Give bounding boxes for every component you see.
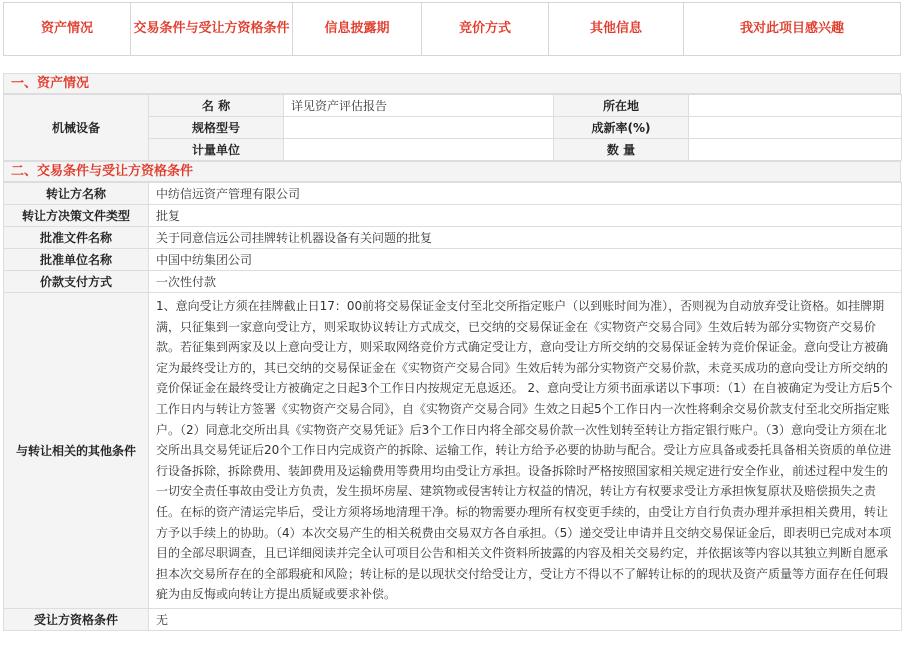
approval-doc-label: 批准文件名称: [4, 227, 149, 249]
table-row: [4, 271, 902, 293]
section-trade-conditions-header: 二、交易条件与受让方资格条件: [3, 161, 901, 182]
table-row: [4, 293, 902, 609]
tab-bar: [3, 2, 901, 56]
conditions-table: [3, 182, 902, 631]
other-conditions-label: 与转让相关的其他条件: [4, 293, 149, 609]
approval-unit-value: 中国中纺集团公司: [149, 249, 902, 271]
payment-value: 一次性付款: [149, 271, 902, 293]
location-label: 所在地: [554, 95, 689, 117]
qualification-value: 无: [149, 608, 902, 630]
table-row: [4, 249, 902, 271]
tab-interested[interactable]: 我对此项目感兴趣: [739, 21, 844, 36]
newness-label: 成新率(%): [554, 117, 689, 139]
newness-value: [689, 117, 902, 139]
name-label: 名 称: [149, 95, 284, 117]
quantity-value: [689, 139, 902, 161]
spec-label: 规格型号: [149, 117, 284, 139]
transferor-value: 中纺信远资产管理有限公司: [149, 183, 902, 205]
table-row: [4, 183, 902, 205]
table-row: [4, 205, 902, 227]
equipment-table: [3, 94, 902, 161]
approval-doc-value: 关于同意信远公司挂牌转让机器设备有关问题的批复: [149, 227, 902, 249]
payment-label: 价款支付方式: [4, 271, 149, 293]
tab-bidding-method[interactable]: 竞价方式: [422, 3, 549, 55]
section-asset-info-header: 一、资产情况: [3, 73, 901, 94]
spec-value: [284, 117, 554, 139]
tab-disclosure-period[interactable]: 信息披露期: [293, 3, 422, 55]
tab-other-info[interactable]: 其他信息: [549, 3, 684, 55]
location-value: [689, 95, 902, 117]
tab-trade-conditions[interactable]: 交易条件与受让方资格条件: [131, 3, 293, 55]
table-row: [4, 95, 902, 117]
decision-type-value: 批复: [149, 205, 902, 227]
unit-label: 计量单位: [149, 139, 284, 161]
qualification-label: 受让方资格条件: [4, 608, 149, 630]
approval-unit-label: 批准单位名称: [4, 249, 149, 271]
other-conditions-value: 1、意向受让方须在挂牌截止日17：00前将交易保证金支付至北交所指定账户（以到账时间为准），否则视为自动放弃受让资格。如挂牌期满，只征集到一家意向受让方，则采取协议转让方式成交，已交纳的交易保证金在《实物资产交易合同》生效后转为部分实物资产交易价款。若征集到两家及以上意向受让方，则采取网络竞价方式确定受让方，意向受让方所交纳的交易保证金转为竞价保证金。意向受让方被确定为最终受让方的，其已交纳的交易保证金在《实物资产交易合同》生效后转为部分实物资产交易价款，未竞买成功的意向受让方所交纳的竞价保证金在最终受让方被确定之日起3个工作日内按规定无息返还。 2、意向受让方须书面承诺以下事项：（1）在自被确定为受让方后5个工作日内与转让方签署《实物资产交易合同》，自《实物资产交易合同》生效之日起5个工作日内一次性将剩余交易价款支付至北交所指定账户。（2）同意北交所出具《实物资产交易凭证》后3个工作日内将全部交易价款一次性划转至转让方指定银行账户。（3）意向受让方须在北交所出具交易凭证后20个工作日内完成资产的拆除、运输工作，转让方给予必要的协助与配合。受让方应具备或委托具备相关资质的单位进行设备拆除，拆除费用、装卸费用及运输费用等费用均由受让方承担。设备拆除时严格按照国家相关规定进行安全作业，前述过程中发生的一切安全责任事故由受让方负责，发生损坏房屋、建筑物或侵害转让方权益的情况，转让方有权要求受让方承担恢复原状及赔偿损失之责任。在标的资产清运完毕后，受让方须将场地清理干净。标的物需要办理所有权变更手续的，由受让方自行负责办理并承担相关费用，转让方予以手续上的协助。（4）本次交易产生的相关税费由交易双方各自承担。（5）递交受让申请并且交纳交易保证金后，即表明已完成对本项目的全部尽职调查，且已详细阅读并完全认可项目公告和相关文件资料所披露的内容及相关交易约定，并依据该等内容以其独立判断自愿承担本次交易所存在的全部瑕疵和风险；转让标的是以现状交付给受让方，受让方不得以不了解转让标的的现状及资产质量等方面存在任何瑕疵为由反悔或向转让方提出质疑或要求补偿。: [149, 293, 902, 609]
equipment-group-label: 机械设备: [4, 95, 149, 161]
table-row: [4, 608, 902, 630]
name-value: 详见资产评估报告: [284, 95, 554, 117]
quantity-label: 数 量: [554, 139, 689, 161]
transferor-label: 转让方名称: [4, 183, 149, 205]
tab-asset-info[interactable]: 资产情况: [4, 3, 131, 55]
decision-type-label: 转让方决策文件类型: [4, 205, 149, 227]
unit-value: [284, 139, 554, 161]
table-row: [4, 227, 902, 249]
